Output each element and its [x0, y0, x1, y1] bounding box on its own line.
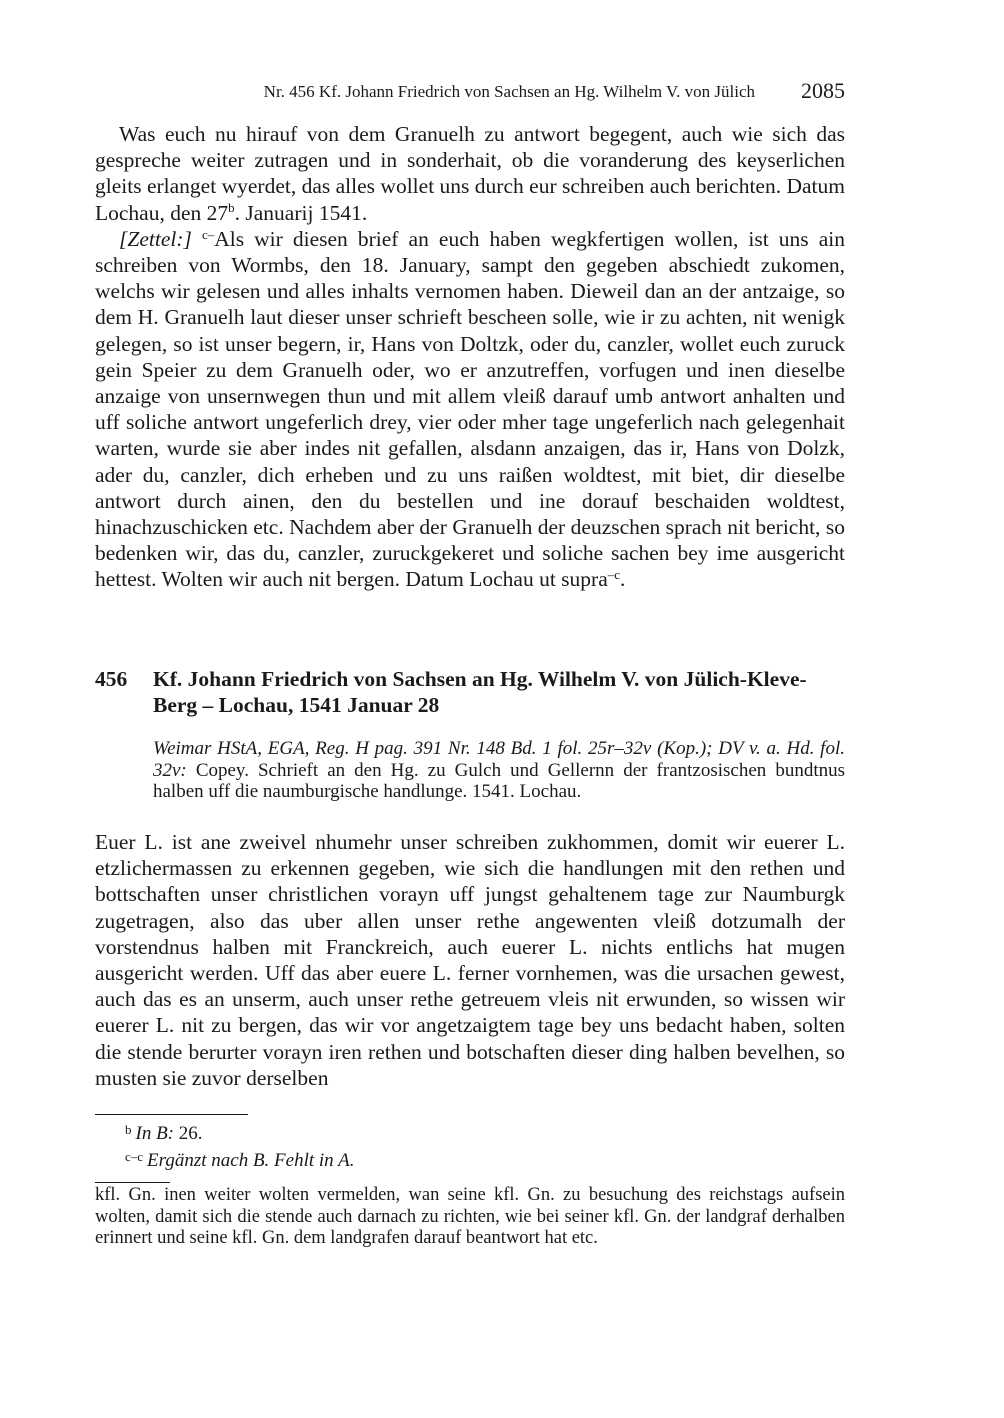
zettel-label: [Zettel:] [119, 226, 192, 251]
continued-commentary-note: kfl. Gn. inen weiter wolten vermelden, wan seine kfl. Gn. zu besuchung des reichstags aufsein wolten, damit sich die stende auch darnach zu richten, wie bei seiner kfl. Gn. der landgraf derhalben erinnert und seine kfl. Gn. dem landgrafen darauf beantwort hat etc. [95, 1185, 845, 1248]
running-header [95, 80, 845, 110]
paragraph-text-end: . Januarij 1541. [234, 200, 368, 225]
footnote-italic: Ergänzt nach B. Fehlt in A. [147, 1149, 355, 1171]
footnote-text: 26. [174, 1123, 203, 1144]
document-title: Kf. Johann Friedrich von Sachsen an Hg. Wilhelm V. von Jülich-Kleve-Berg – Lochau, 1541 Januar 28 [153, 667, 807, 717]
paragraph-zettel [95, 226, 845, 593]
paragraph-text: Als wir diesen brief an euch haben wegkfertigen wollen, ist uns ain schreiben von Wormbs, den 18. January, sampt den gegeben abschiedt zukomen, welchs wir gelesen und alles inhalts vernomen haben. Dieweil dan an der antzaige, so dem H. Granuelh laut dieser unser schrieft bescheen solle, wie ir zu achten, nit wenigk gelegen, so ist unser begern, ir, Hans von Doltzk, oder du, canzler, wollet euch zuruck gein Speier zu dem Granuelh oder, wo er anzutreffen, vorfugen und inen dieselbe anzaige von unsernwegen thun und mit allem vleiß darauf umb antwort anhalten und uff soliche antwort ungeferlich drey, vier oder mher tage ungeferlich nach gelegenhait warten, wurde sie aber indes nit gefallen, alsdann anzaigen, das ir, Hans von Dolzk, ader du, canzler, dich erheben und zu uns raißen woldtest, mit biet, dir dieselbe antwort durch ainen, den du bestellen und ine dorauf beschaiden woldtest, hinachzuschicken etc. Nachdem aber der Granuelh der deuzschen sprach nit bericht, so bedenken wir, das du, canzler, zuruckgekeret und soliche sachen bey ime ausgericht hettest. Wolten wir auch nit bergen. Datum Lochau ut supra [95, 226, 846, 592]
page-number: 2085 [801, 78, 845, 103]
footnote-mark: b [125, 1122, 132, 1137]
critical-mark-end: –c [607, 567, 621, 583]
footnote [125, 1146, 354, 1173]
paragraph-text-end: . [620, 567, 626, 592]
source-description: Copey. Schrieft an den Hg. zu Gulch und Gellernn der frantzosischen bundtnus halben uff die naumburgische handlunge. 1541. Lochau. [153, 759, 845, 802]
paragraph-text: Was euch nu hirauf von dem Granuelh zu antwort begegent, auch wie sich das gespreche weiter zutragen und in sonderhait, ob die voranderung des keyserlichen gleits erlanget wyerdet, das alles wollet uns durch eur schreiben auch berichten. Datum Lochau, den 27 [95, 122, 845, 225]
critical-mark-start: c– [201, 226, 215, 242]
commentary-divider [95, 1182, 170, 1183]
footnote [125, 1119, 354, 1146]
paragraph [95, 121, 845, 226]
source-archive: Weimar HStA, EGA, Reg. H pag. 391 Nr. 148 Bd. 1 fol. 25r–32v (Kop.); DV v. a. Hd. fol. 32v: [153, 738, 845, 781]
footnote-italic: In B: [135, 1123, 175, 1144]
footnote-reference: b [228, 199, 235, 215]
letter-text [95, 829, 845, 1091]
paragraph: Euer L. ist ane zweivel nhumehr unser schreiben zukhommen, domit wir euerer L. etzlichermassen zu erkennen gegeben, wie sich die handlungen mit den rethen und bottschaften unser christlichen vorayn uff jungst gehaltenem tage zur Naumburgk zugetragen, also das uber allen unser rethe angewenten vleiß dotzumalh der vorstendnus halben mit Franckreich, auch euerer L. nichts entlichs hat mugen ausgericht werden. Uff das aber euere L. ferner vornhemen, was die ursachen gewest, auch das es an unserm, auch unser rethe getreuem vleis nit erwunden, so wissen wir euerer L. nit zu bergen, das wir vor angetzaigtem tage bey uns bedacht haben, solten die stende berurter vorayn iren rethen und botschaften dieser ding halben bevelhen, so musten sie zuvor derselben [95, 830, 845, 1090]
document-number: 456 [95, 667, 128, 691]
footnotes [125, 1119, 354, 1172]
document-heading [95, 666, 845, 718]
footnote-divider [95, 1114, 248, 1115]
footnote-mark: c–c [125, 1148, 144, 1164]
source-note [153, 738, 845, 803]
letter-ending-text [95, 121, 845, 593]
running-title: Nr. 456 Kf. Johann Friedrich von Sachsen an Hg. Wilhelm V. von Jülich [263, 82, 755, 101]
